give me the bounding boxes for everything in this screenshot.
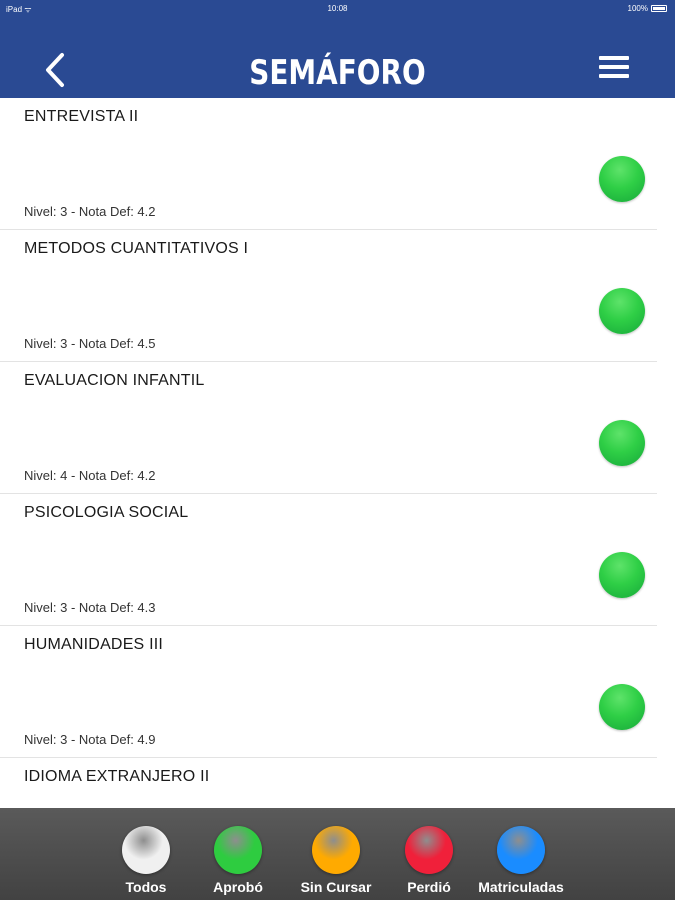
subject-name: EVALUACION INFANTIL <box>24 372 205 389</box>
filter-label: Matriculadas <box>478 879 564 895</box>
subject-name: PSICOLOGIA SOCIAL <box>24 504 189 521</box>
subject-info: Nivel: 3 - Nota Def: 4.9 <box>24 732 156 747</box>
filter-all-icon <box>122 826 170 874</box>
filter-perdio[interactable] <box>400 826 458 895</box>
status-green-icon <box>599 684 645 730</box>
filter-enrolled-icon <box>497 826 545 874</box>
subject-name: METODOS CUANTITATIVOS I <box>24 240 249 257</box>
subject-list[interactable] <box>0 98 675 808</box>
menu-button[interactable] <box>599 56 629 82</box>
filter-label: Perdió <box>407 879 451 895</box>
subject-item[interactable] <box>0 362 657 494</box>
filter-approved-icon <box>214 826 262 874</box>
status-green-icon <box>599 420 645 466</box>
filter-matriculadas[interactable] <box>472 826 570 895</box>
filter-todos[interactable] <box>119 826 173 895</box>
subject-name: ENTREVISTA II <box>24 108 139 125</box>
subject-item[interactable] <box>0 230 657 362</box>
status-green-icon <box>599 552 645 598</box>
battery-status <box>628 4 667 13</box>
filter-failed-icon <box>405 826 453 874</box>
hamburger-icon-bar <box>599 74 629 78</box>
app-header <box>0 18 675 98</box>
filter-bar <box>0 808 675 900</box>
filter-not-taken-icon <box>312 826 360 874</box>
subject-info: Nivel: 4 - Nota Def: 4.2 <box>24 468 156 483</box>
page-title: SEMÁFORO <box>249 53 426 93</box>
status-green-icon <box>599 288 645 334</box>
subject-item[interactable] <box>0 626 657 758</box>
subject-item[interactable] <box>0 98 657 230</box>
subject-info: Nivel: 3 - Nota Def: 4.3 <box>24 600 156 615</box>
status-green-icon <box>599 156 645 202</box>
filter-label: Aprobó <box>213 879 263 895</box>
filter-aprobo[interactable] <box>207 826 269 895</box>
subject-item[interactable] <box>0 494 657 626</box>
subject-name: HUMANIDADES III <box>24 636 164 653</box>
subject-info: Nivel: 3 - Nota Def: 4.2 <box>24 204 156 219</box>
battery-percent: 100% <box>627 4 648 13</box>
filter-label: Sin Cursar <box>300 879 372 895</box>
status-time: 10:08 <box>327 4 348 13</box>
device-label: iPad ᯤ <box>6 5 32 14</box>
filter-sin-cursar[interactable] <box>296 826 376 895</box>
subject-info: Nivel: 3 - Nota Def: 4.5 <box>24 336 156 351</box>
hamburger-icon-bar <box>599 65 629 69</box>
subject-name: IDIOMA EXTRANJERO II <box>24 768 210 785</box>
battery-icon <box>651 5 667 12</box>
status-bar <box>0 0 675 18</box>
filter-label: Todos <box>125 879 167 895</box>
hamburger-icon-bar <box>599 56 629 60</box>
subject-item[interactable] <box>0 758 657 808</box>
